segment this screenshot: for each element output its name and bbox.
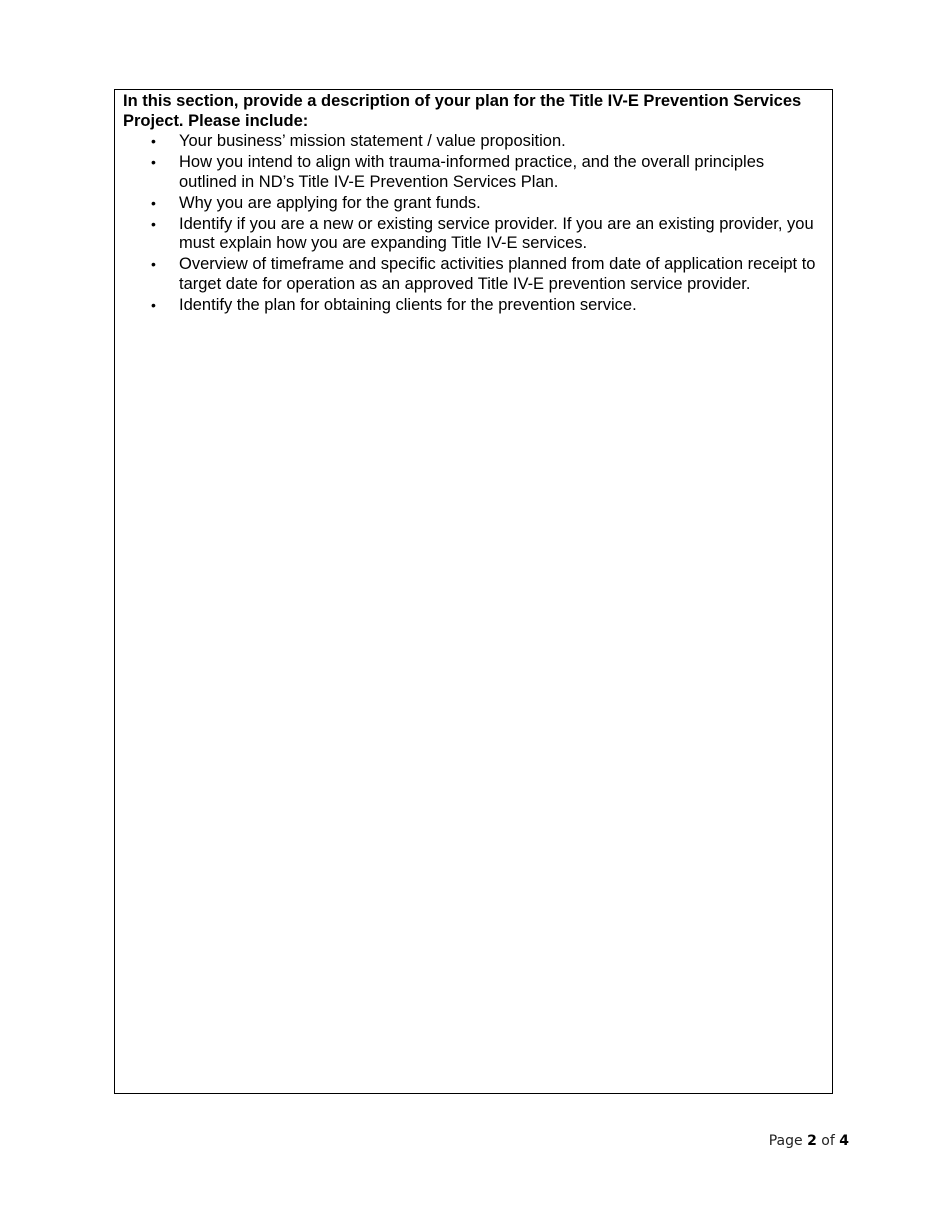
bullet-icon: • [151, 133, 156, 149]
bullet-icon: • [151, 194, 156, 211]
bullet-icon: • [151, 154, 156, 170]
total-pages: 4 [839, 1133, 849, 1149]
list-item-text: Overview of timeframe and specific activities planned from date of application receipt to target date for operation as an approved Title IV-E prevention service provider. [179, 255, 816, 293]
list-item [123, 153, 824, 192]
bullet-icon: • [151, 256, 156, 272]
list-item [123, 255, 824, 294]
plan-description-section [114, 89, 833, 1094]
bullet-icon: • [151, 296, 156, 313]
list-item [123, 215, 824, 254]
list-item-text: Why you are applying for the grant funds. [179, 193, 481, 212]
requirements-list [123, 132, 824, 315]
of-label: of [821, 1133, 835, 1149]
response-text-area[interactable] [115, 340, 832, 1093]
page-label: Page [768, 1133, 803, 1149]
section-instructions: In this section, provide a description of your plan for the Title IV-E Prevention Services Project. Please include: [123, 92, 802, 130]
page-number [769, 1133, 849, 1149]
list-item-text: Identify if you are a new or existing service provider. If you are an existing provider, you must explain how you are expanding Title IV-E services. [179, 214, 814, 252]
list-item-text: How you intend to align with trauma-informed practice, and the overall principles outlined in ND’s Title IV-E Prevention Services Plan. [179, 153, 765, 191]
bullet-icon: • [151, 215, 156, 232]
list-item [123, 194, 824, 214]
list-item-text: Identify the plan for obtaining clients for the prevention service. [179, 295, 637, 314]
list-item [123, 296, 824, 316]
list-item-text: Your business’ mission statement / value proposition. [179, 132, 566, 150]
current-page: 2 [807, 1133, 817, 1149]
list-item [123, 132, 824, 152]
